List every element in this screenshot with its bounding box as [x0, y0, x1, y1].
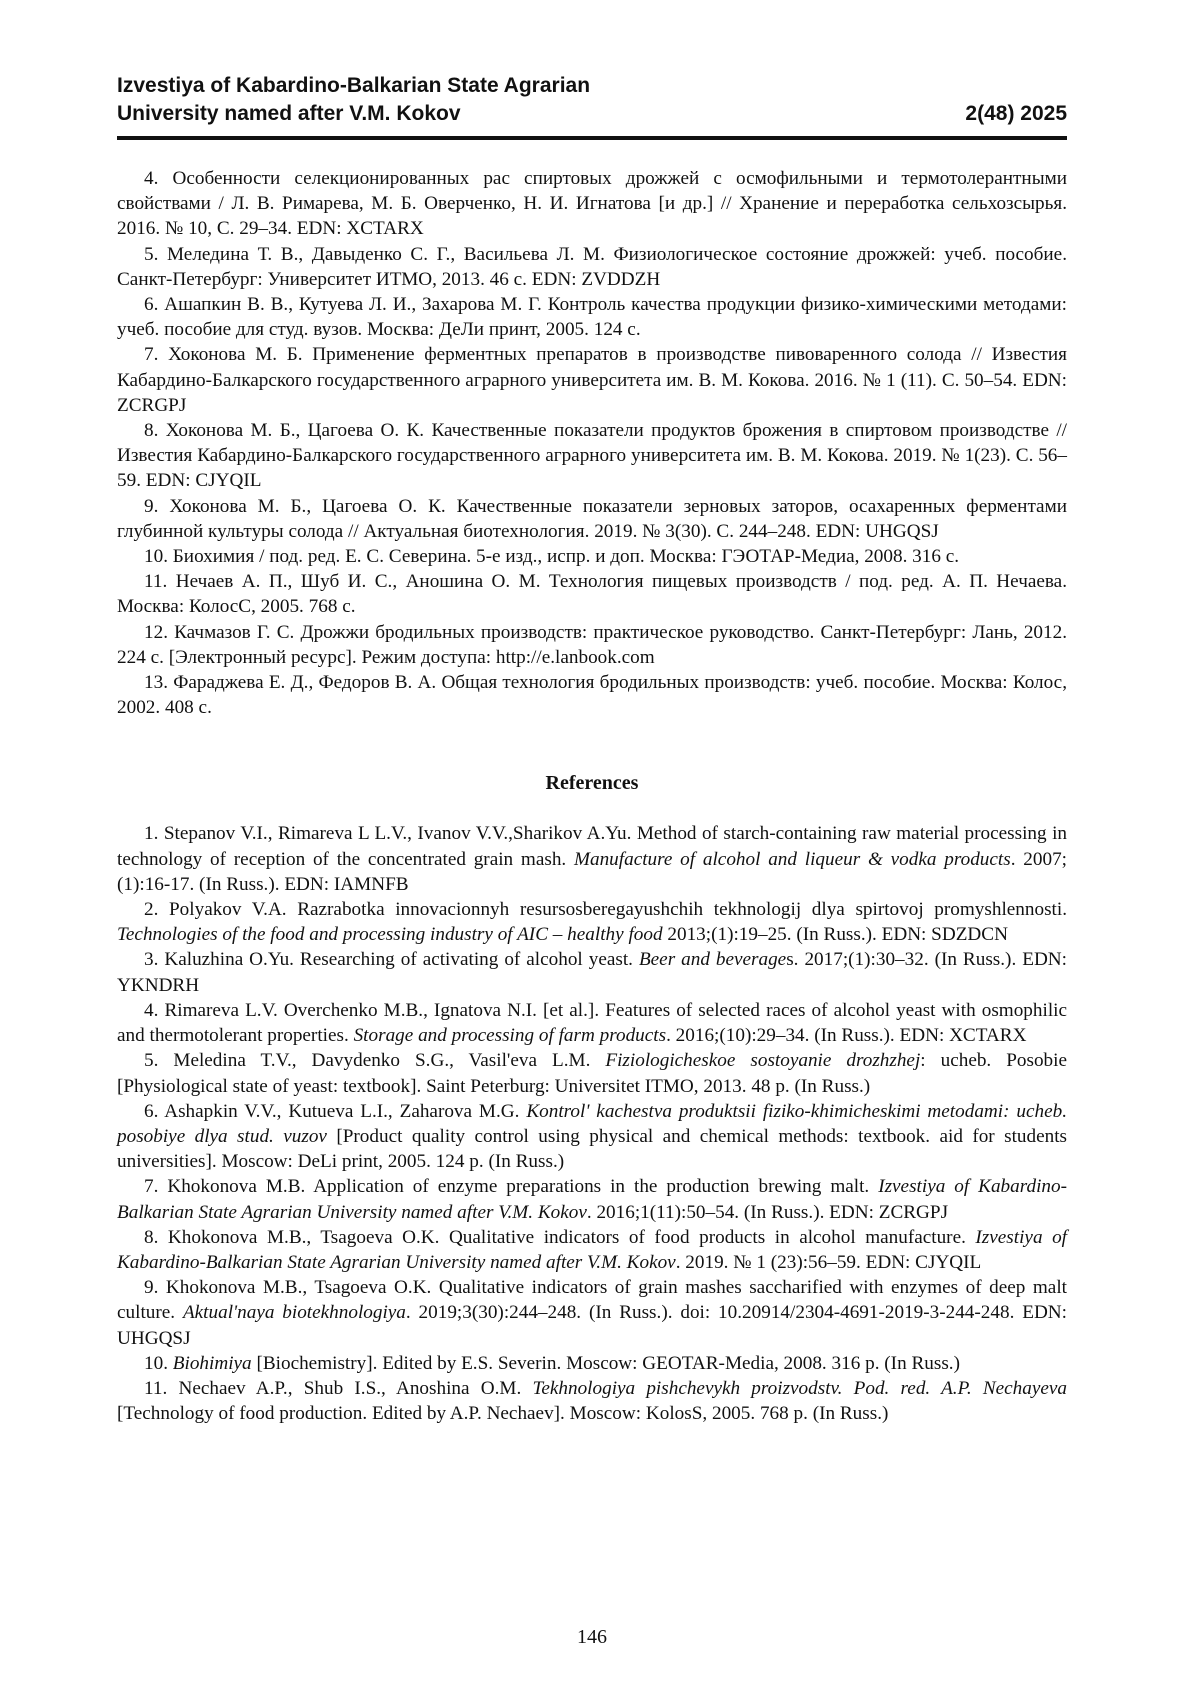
- issue-number: 2(48) 2025: [965, 100, 1067, 128]
- references-heading: References: [117, 772, 1067, 795]
- reference-ru-item: 11. Нечаев А. П., Шуб И. С., Аношина О. М. Технология пищевых производств / под. ред. А. П. Нечаева. Москва: КолосС, 2005. 768 с.: [117, 569, 1067, 619]
- reference-ru-item: 5. Меледина Т. В., Давыденко С. Г., Васильева Л. М. Физиологическое состояние дрожжей: учеб. пособие. Санкт-Петербург: Университет ИТМО, 2013. 46 с. EDN: ZVDDZH: [117, 242, 1067, 292]
- journal-header: [117, 72, 1067, 128]
- reference-ru-item: 4. Особенности селекционированных рас спиртовых дрожжей с осмофильными и термотолерантными свойствами / Л. В. Римарева, М. Б. Оверченко, Н. И. Игнатова [и др.] // Хранение и переработка сельхозсырья. 2016. № 10, С. 29–34. EDN: XCTARX: [117, 166, 1067, 242]
- reference-ru-item: 12. Качмазов Г. С. Дрожжи бродильных производств: практическое руководство. Санкт-Петербург: Лань, 2012. 224 с. [Электронный ресурс]. Режим доступа: http://e.lanbook.com: [117, 620, 1067, 670]
- reference-en-item: 8. Khokonova M.B., Tsagoeva O.K. Qualitative indicators of food products in alcohol manufacture. Izvestiya of Kabardino-Balkarian State Agrarian University named after V.M. Kokov. 2019. № 1 (23):56–59. EDN: CJYQIL: [117, 1225, 1067, 1275]
- reference-en-item: 2. Polyakov V.A. Razrabotka innovacionnyh resursosberegayushchih tekhnologij dlya spirtovoj promyshlennosti. Technologies of the food and processing industry of AIC – healthy food 2013;(1):19–25. (In Russ.). EDN: SDZDCN: [117, 897, 1067, 947]
- reference-ru-item: 13. Фараджева Е. Д., Федоров В. А. Общая технология бродильных производств: учеб. пособие. Москва: Колос, 2002. 408 с.: [117, 670, 1067, 720]
- reference-en-item: 9. Khokonova M.B., Tsagoeva O.K. Qualitative indicators of grain mashes saccharified with enzymes of deep malt culture. Aktual'naya biotekhnologiya. 2019;3(30):244–248. (In Russ.). doi: 10.20914/2304-4691-2019-3-244-248. EDN: UHGQSJ: [117, 1275, 1067, 1351]
- references-ru-list: [117, 166, 1067, 720]
- reference-ru-item: 10. Биохимия / под. ред. Е. С. Северина. 5-е изд., испр. и доп. Москва: ГЭОТАР-Медиа, 2008. 316 с.: [117, 544, 1067, 569]
- reference-en-item: 7. Khokonova M.B. Application of enzyme preparations in the production brewing malt. Izvestiya of Kabardino-Balkarian State Agrarian University named after V.M. Kokov. 2016;1(11):50–54. (In Russ.). EDN: ZCRGPJ: [117, 1174, 1067, 1224]
- page-number: 146: [117, 1626, 1067, 1649]
- journal-title-line1: Izvestiya of Kabardino-Balkarian State Agrarian: [117, 72, 1067, 100]
- journal-title-line2: University named after V.M. Kokov: [117, 100, 1067, 128]
- reference-en-item: 1. Stepanov V.I., Rimareva L L.V., Ivanov V.V.,Sharikov A.Yu. Method of starch-containing raw material processing in technology of reception of the concentrated grain mash. Manufacture of alcohol and liqueur & vodka products. 2007;(1):16-17. (In Russ.). EDN: IAMNFB: [117, 821, 1067, 897]
- references-en-list: [117, 821, 1067, 1426]
- reference-en-item: 10. Biohimiya [Biochemistry]. Edited by E.S. Severin. Moscow: GEOTAR-Media, 2008. 316 p. (In Russ.): [117, 1351, 1067, 1376]
- reference-en-item: 5. Meledina T.V., Davydenko S.G., Vasil'eva L.M. Fiziologicheskoe sostoyanie drozhzhej: ucheb. Posobie [Physiological state of yeast: textbook]. Saint Peterburg: Universitet ITMO, 2013. 48 p. (In Russ.): [117, 1048, 1067, 1098]
- reference-en-item: 3. Kaluzhina O.Yu. Researching of activating of alcohol yeast. Beer and beverages. 2017;(1):30–32. (In Russ.). EDN: YKNDRH: [117, 947, 1067, 997]
- page: [117, 72, 1067, 1426]
- reference-ru-item: 9. Хоконова М. Б., Цагоева О. К. Качественные показатели зерновых заторов, осахаренных ферментами глубинной культуры солода // Актуальная биотехнология. 2019. № 3(30). С. 244–248. EDN: UHGQSJ: [117, 494, 1067, 544]
- reference-en-item: 11. Nechaev A.P., Shub I.S., Anoshina O.M. Tekhnologiya pishchevykh proizvodstv. Pod. red. A.P. Nechayeva [Technology of food production. Edited by A.P. Nechaev]. Moscow: KolosS, 2005. 768 p. (In Russ.): [117, 1376, 1067, 1426]
- reference-ru-item: 8. Хоконова М. Б., Цагоева О. К. Качественные показатели продуктов брожения в спиртовом производстве // Известия Кабардино-Балкарского государственного аграрного университета им. В. М. Кокова. 2019. № 1(23). С. 56–59. EDN: CJYQIL: [117, 418, 1067, 494]
- header-rule: [117, 136, 1067, 140]
- reference-en-item: 4. Rimareva L.V. Overchenko M.B., Ignatova N.I. [et al.]. Features of selected races of alcohol yeast with osmophilic and thermotolerant properties. Storage and processing of farm products. 2016;(10):29–34. (In Russ.). EDN: XCTARX: [117, 998, 1067, 1048]
- reference-ru-item: 6. Ашапкин В. В., Кутуева Л. И., Захарова М. Г. Контроль качества продукции физико-химическими методами: учеб. пособие для студ. вузов. Москва: ДеЛи принт, 2005. 124 с.: [117, 292, 1067, 342]
- reference-en-item: 6. Ashapkin V.V., Kutueva L.I., Zaharova M.G. Kontrol' kachestva produktsii fiziko-khimicheskimi metodami: ucheb. posobiye dlya stud. vuzov [Product quality control using physical and chemical methods: textbook. aid for students universities]. Moscow: DeLi print, 2005. 124 p. (In Russ.): [117, 1099, 1067, 1175]
- reference-ru-item: 7. Хоконова М. Б. Применение ферментных препаратов в производстве пивоваренного солода // Известия Кабардино-Балкарского государственного аграрного университета им. В. М. Кокова. 2016. № 1 (11). С. 50–54. EDN: ZCRGPJ: [117, 342, 1067, 418]
